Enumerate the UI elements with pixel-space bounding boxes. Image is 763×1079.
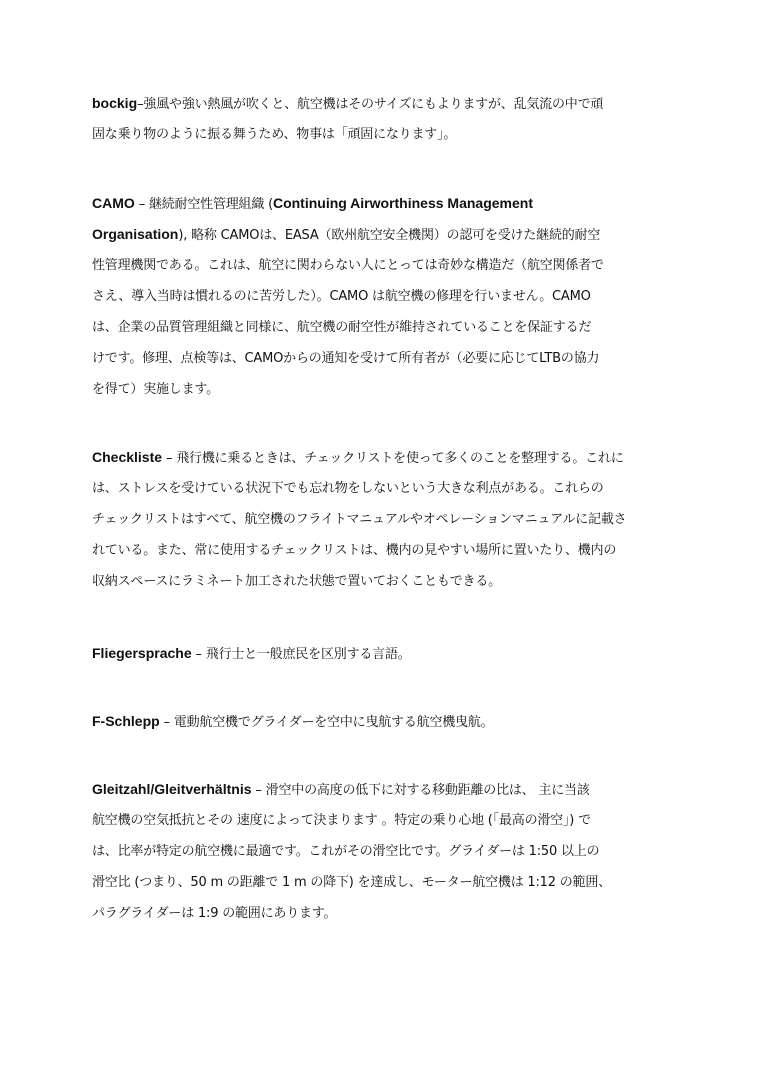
glossary-entry-bockig xyxy=(92,88,670,150)
definition-text: 固な乗り物のように振る舞うため、物事は「頑固になります」。 xyxy=(92,127,457,142)
entry-line xyxy=(92,706,670,737)
definition-text: – 飛行機に乗るときは、チェックリストを使って多くのことを整理する。これに xyxy=(162,451,624,466)
definition-text: –強風や強い熱風が吹くと、航空機はそのサイズにもよりますが、乱気流の中で頑 xyxy=(137,97,604,112)
entry-line xyxy=(92,219,670,250)
glossary-term: F-Schlepp xyxy=(92,713,160,729)
definition-text: を得て）実施します。 xyxy=(92,382,219,397)
entry-line xyxy=(92,188,670,219)
glossary-entry-gleitzahl xyxy=(92,774,670,929)
definition-text: – 電動航空機でグライダーを空中に曳航する航空機曳航。 xyxy=(159,715,494,730)
definition-text: 航空機の空気抵抗とその 速度によって決まります 。特定の乗り心地 (「最高の滑空」) で xyxy=(92,813,591,828)
glossary-term: bockig xyxy=(92,95,138,111)
definition-text: 滑空比 (つまり、50 m の距離で 1 m の降下) を達成し、モーター航空機は 1:12 の範囲、 xyxy=(92,875,611,890)
glossary-entry-f-schlepp xyxy=(92,706,670,737)
entry-line xyxy=(92,638,670,669)
entry-line xyxy=(92,442,670,473)
definition-text: ), 略称 CAMOは、EASA（欧州航空安全機関）の認可を受けた継続的耐空 xyxy=(178,228,601,243)
glossary-entry-fliegersprache xyxy=(92,638,670,669)
definition-text: けです。修理、点検等は、CAMOからの通知を受けて所有者が（必要に応じてLTBの協力 xyxy=(92,351,600,366)
definition-text: – 滑空中の高度の低下に対する移動距離の比は、 主に当該 xyxy=(251,783,590,798)
glossary-term: Fliegersprache xyxy=(92,645,192,661)
entry-line xyxy=(92,774,670,805)
glossary-term: Gleitzahl/Gleitverhältnis xyxy=(92,781,252,797)
definition-bold-text: Organisation xyxy=(92,226,179,242)
glossary-term: Checkliste xyxy=(92,449,163,465)
definition-text: – 継続耐空性管理組織 ( xyxy=(134,197,273,212)
definition-text: は、比率が特定の航空機に最適です。これがその滑空比です。グライダーは 1:50 以上の xyxy=(92,844,600,859)
definition-text: 性管理機関である。これは、航空に関わらない人にとっては奇妙な構造だ（航空関係者で xyxy=(92,258,604,273)
definition-text: 収納スペースにラミネート加工された状態で置いておくこともできる。 xyxy=(92,574,501,589)
glossary-entry-camo xyxy=(92,188,670,405)
glossary-term: CAMO xyxy=(92,195,135,211)
definition-text: は、ストレスを受けている状況下でも忘れ物をしないという大きな利点がある。これらの xyxy=(92,481,604,496)
definition-text: さえ、導入当時は慣れるのに苦労した）。CAMO は航空機の修理を行いません。CAMO xyxy=(92,289,591,304)
glossary-entry-checkliste xyxy=(92,442,670,597)
definition-text: – 飛行士と一般庶民を区別する言語。 xyxy=(191,647,411,662)
definition-text: れている。また、常に使用するチェックリストは、機内の見やすい場所に置いたり、機内の xyxy=(92,543,617,558)
definition-bold-text: Continuing Airworthiness Management xyxy=(272,195,533,211)
definition-text: チェックリストはすべて、航空機のフライトマニュアルやオペレーションマニュアルに記載さ xyxy=(92,512,627,527)
entry-line xyxy=(92,88,670,119)
definition-text: は、企業の品質管理組織と同様に、航空機の耐空性が維持されていることを保証するだ xyxy=(92,320,592,335)
definition-text: パラグライダーは 1:9 の範囲にあります。 xyxy=(92,906,337,921)
